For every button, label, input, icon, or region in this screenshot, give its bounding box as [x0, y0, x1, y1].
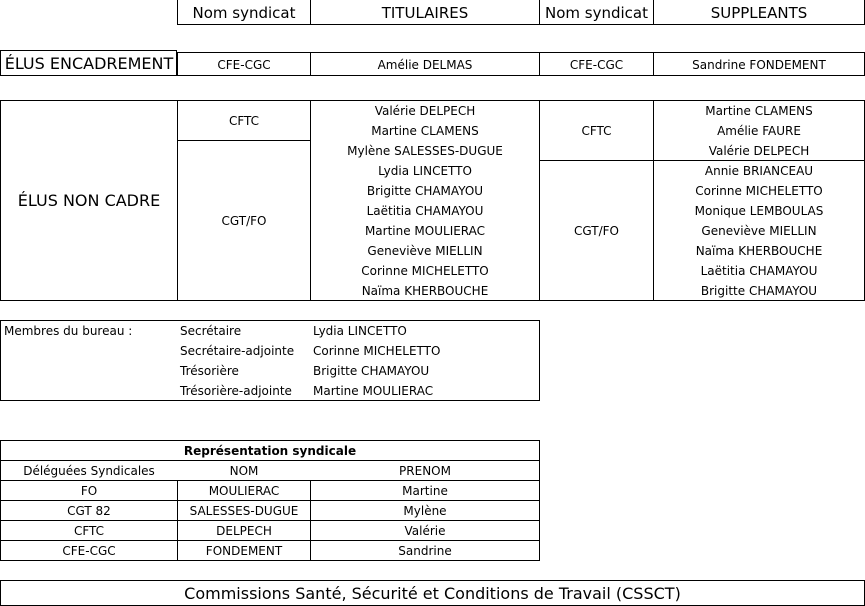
list-item: Mylène SALESSES-DUGUE	[347, 144, 503, 158]
non-cadre-titulaires-list	[311, 101, 539, 301]
table-cell: CFTC	[73, 523, 105, 538]
list-item: Brigitte CHAMAYOU	[700, 284, 818, 298]
non-cadre-label: ÉLUS NON CADRE	[17, 191, 161, 210]
header-nom-syndicat-titulaires: Nom syndicat	[192, 4, 296, 22]
table-cell: Mylène	[403, 503, 447, 518]
list-item: Corinne MICHELETTO	[361, 264, 489, 278]
encadrement-suppleant: Sandrine FONDEMENT	[692, 58, 826, 72]
representation-col-nom: NOM	[229, 463, 259, 478]
list-item: Valérie DELPECH	[708, 144, 810, 158]
representation-title: Représentation syndicale	[183, 443, 357, 458]
non-cadre-tit-syndicat-cftc: CFTC	[228, 113, 260, 128]
list-item: Brigitte CHAMAYOU	[366, 184, 484, 198]
bureau-role: Secrétaire-adjointe	[180, 344, 295, 358]
bureau-role: Trésorière-adjointe	[180, 384, 292, 398]
list-item: Laëtitia CHAMAYOU	[700, 264, 818, 278]
non-cadre-suppleants-list	[654, 101, 864, 301]
bureau-name: Martine MOULIERAC	[313, 384, 434, 398]
bureau-names	[313, 321, 537, 401]
table-cell: CGT 82	[67, 503, 111, 518]
non-cadre-sup-syndicat-cftc: CFTC	[581, 123, 612, 138]
encadrement-syndicat-titulaire: CFE-CGC	[217, 58, 271, 72]
bureau-roles	[180, 321, 310, 401]
encadrement-label: ÉLUS ENCADREMENT	[4, 53, 174, 73]
table-cell: Valérie	[404, 523, 446, 538]
list-item: Annie BRIANCEAU	[704, 164, 814, 178]
table-cell: DELPECH	[216, 523, 272, 538]
list-item: Geneviève MIELLIN	[367, 244, 483, 258]
bureau-label: Membres du bureau :	[4, 324, 133, 338]
list-item: Laëtitia CHAMAYOU	[366, 204, 484, 218]
table-cell: FO	[80, 483, 98, 498]
non-cadre-sup-syndicat-cgtfo: CGT/FO	[574, 223, 619, 238]
table-cell: SALESSES-DUGUE	[189, 503, 299, 518]
representation-col-delegues: Déléguées Syndicales	[23, 463, 155, 478]
list-item: Lydia LINCETTO	[378, 164, 472, 178]
table-cell: MOULIERAC	[208, 483, 280, 498]
bureau-role: Trésorière	[180, 364, 239, 378]
encadrement-titulaire: Amélie DELMAS	[377, 58, 473, 72]
table-cell: Sandrine	[398, 543, 452, 558]
cssct-title: Commissions Santé, Sécurité et Conditions de Travail (CSSCT)	[184, 583, 681, 603]
header-suppleants: SUPPLEANTS	[710, 4, 808, 22]
bureau-role: Secrétaire	[180, 324, 242, 338]
list-item: Amélie FAURE	[717, 124, 801, 138]
table-cell: FONDEMENT	[205, 543, 283, 558]
header-titulaires: TITULAIRES	[381, 4, 469, 22]
bureau-name: Brigitte CHAMAYOU	[313, 364, 430, 378]
list-item: Valérie DELPECH	[374, 104, 476, 118]
list-item: Martine CLAMENS	[371, 124, 479, 138]
bureau-name: Lydia LINCETTO	[313, 324, 407, 338]
list-item: Monique LEMBOULAS	[694, 204, 824, 218]
list-item: Martine MOULIERAC	[364, 224, 486, 238]
list-item: Naïma KHERBOUCHE	[695, 244, 823, 258]
header-nom-syndicat-suppleants: Nom syndicat	[545, 4, 648, 22]
bureau-name: Corinne MICHELETTO	[313, 344, 441, 358]
list-item: Martine CLAMENS	[705, 104, 813, 118]
list-item: Geneviève MIELLIN	[701, 224, 817, 238]
list-item: Corinne MICHELETTO	[695, 184, 823, 198]
list-item: Naïma KHERBOUCHE	[361, 284, 489, 298]
non-cadre-tit-syndicat-cgtfo: CGT/FO	[221, 213, 267, 228]
table-cell: CFE-CGC	[62, 543, 116, 558]
representation-col-prenom: PRENOM	[399, 463, 451, 478]
encadrement-syndicat-suppleant: CFE-CGC	[569, 58, 624, 72]
table-cell: Martine	[402, 483, 448, 498]
